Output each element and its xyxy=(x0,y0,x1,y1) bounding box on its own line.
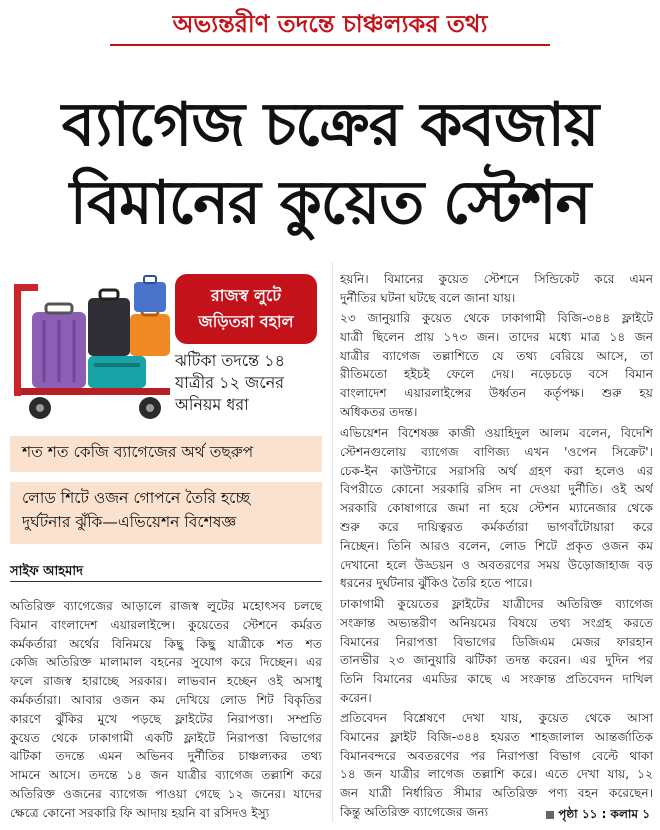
text-line: ধরনের দুর্ঘটনার ঝুঁকিও তৈরি হতে পারে। xyxy=(340,576,533,591)
subheadline-line-1: ঝটিকা তদন্তে ১৪ xyxy=(175,351,286,370)
text-line: বিপরীতে কোনো সরকারি রসিদ না দেওয়া দুর্নীতি। ওই অর্থ xyxy=(340,482,653,497)
blue-case xyxy=(134,282,166,312)
body-paragraph-right-5 xyxy=(340,709,653,822)
highlight-band-2 xyxy=(10,482,322,544)
body-paragraph-right-4 xyxy=(340,595,653,708)
byline-rule xyxy=(10,581,322,582)
text-line: কেজি অতিরিক্ত মালামাল বহনের সুযোগ করে দিচ্ছেন। এর xyxy=(10,655,322,670)
continuation-text: পৃষ্ঠা ১১ : কলাম ১ xyxy=(558,807,650,821)
body-paragraph-right-1 xyxy=(340,270,653,308)
byline: সাইফ আহমাদ xyxy=(10,564,83,579)
kicker-underline xyxy=(110,44,550,46)
text-line: শুরু করে দায়িত্বরত কর্মকর্তারা ভাগবাঁটোয়ারা করে xyxy=(340,519,653,534)
cart-handle xyxy=(14,288,21,396)
text-line: বিমান বাংলাদেশ এয়ারলাইন্সে। কুয়েতের স্টেশনে কর্মরত xyxy=(10,617,322,632)
text-line: ক্ষেত্রে কোনো সরকারি ফি আদায় হয়নি বা রসিদও ইস্যু xyxy=(10,805,270,820)
badge-line-1: রাজস্ব লুটে xyxy=(210,286,282,305)
text-line: কুয়েত থেকে ঢাকাগামী একটি ফ্লাইটে নিরাপত্তা বিভাগের xyxy=(10,730,322,745)
text-line: ২৩ জানুয়ারি কুয়েত থেকে ঢাকাগামী বিজি-৩৪৪ ফ্লাইটে xyxy=(340,311,653,325)
black-suitcase xyxy=(88,298,130,356)
continuation-note xyxy=(546,806,650,826)
column-separator xyxy=(332,262,333,822)
subheadline-line-2: যাত্রীর ১২ জনের xyxy=(175,373,285,392)
headline-line-1: ব্যাগেজ চক্রের কবজায় xyxy=(61,90,599,160)
text-line: অধিকতর তদন্ত। xyxy=(340,404,418,419)
body-paragraph-right-3 xyxy=(340,424,653,593)
kicker: অভ্যন্তরীণ তদন্তে চাঞ্চল্যকর তথ্য xyxy=(172,10,488,38)
text-line: বাংলাদেশ এয়ারলাইন্সের উর্ধ্বতন কর্তৃপক্ষ। শুরু হয় xyxy=(340,386,653,401)
text-line: জন যাত্রী নির্ধারিত সীমার অতিরিক্ত পণ্য বহন করেছেন। xyxy=(340,786,653,801)
subheadline xyxy=(175,350,322,416)
text-line: হয়নি। বিমানের কুয়েত স্টেশনে সিন্ডিকেট করে এমন xyxy=(340,272,653,286)
luggage-cart-illustration xyxy=(10,268,175,423)
subheadline-line-3: অনিয়ম ধরা xyxy=(175,395,249,414)
left-feature-block xyxy=(10,268,322,558)
text-line: রীতিমতো হইচই ফেলে দেয়। নড়েচড়ে বসে বিমান xyxy=(340,367,653,382)
text-line: কর্মকর্তারা অর্থের বিনিময়ে কিছু কিছু যাত্রীকে শত শত xyxy=(10,636,322,651)
text-line: এভিয়েশন বিশেষজ্ঞ কাজী ওয়াহিদুল আলম বলেন, বিদেশি xyxy=(340,426,653,440)
highlight-band-1 xyxy=(10,436,322,472)
highlight-2-line-1: লোড শিটে ওজন গোপনে তৈরি হচ্ছে xyxy=(22,489,251,507)
text-line: তিনি বিমানের এমডির কাছে এ সংক্রান্ত প্রতিবেদন দাখিল xyxy=(340,672,653,687)
text-line: কারণে ঝুঁকির মুখে পড়ছে ফ্লাইটের নিরাপত্তা। সম্প্রতি xyxy=(10,711,322,726)
text-line: বিমানবন্দরে অবতরণের পর নিরাপত্তা বিভাগ বেল্টে থাকা xyxy=(340,748,653,763)
text-line: সংক্রান্ত অভ্যন্তরীণ অনিয়মের বিষয়ে তথ্য সংগ্রহ করতে xyxy=(340,615,653,630)
cart-base xyxy=(20,388,170,395)
text-line: নিচ্ছেন। তিনি আরও বলেন, লোড শিটে প্রকৃত ওজন কম xyxy=(340,538,653,553)
text-line: ঝটিকা তদন্তে এমন অভিনব দুর্নীতির চাঞ্চল্যকর তথ্য xyxy=(10,749,322,764)
text-line: যাত্রীর ব্যাগেজ তল্লাশিতে যে তথ্য বেরিয়ে আসে, তা xyxy=(340,348,653,363)
text-line: দুর্নীতির ঘটনা ঘটছে বলে জানা যায়। xyxy=(340,290,516,305)
text-line: দেখানো হলে উড্ডয়ন ও অবতরণের সময় উড়োজাহাজ বড় xyxy=(340,557,653,572)
text-line: কর্মকর্তারা। আবার ওজন কম দেখিয়ে লোড শিট বিকৃতির xyxy=(10,692,322,707)
text-line: তানভীর ২৩ জানুয়ারি ঝটিকা তদন্ত করেন। এর দুদিন পর xyxy=(340,653,653,668)
text-line: ঢাকাগামী কুয়েতের ফ্লাইটের যাত্রীদের অতিরিক্ত ব্যাগেজ xyxy=(340,597,653,611)
highlight-1-text: শত শত কেজি ব্যাগেজের অর্থ তছরুপ xyxy=(22,443,254,461)
text-line: অতিরিক্ত ব্যাগেজের আড়ালে রাজস্ব লুটের মহোৎসব চলছে xyxy=(10,599,322,613)
teal-bag xyxy=(88,356,146,388)
text-line: অতিরিক্ত ওজনের ব্যাগেজ পাওয়া গেছে ১২ জনের। যাদের xyxy=(10,786,322,801)
body-paragraph-right-2 xyxy=(340,309,653,422)
text-line: সরকারি কোষাগারে জমা না হয়ে স্টেশন ম্যানেজার থেকে xyxy=(340,501,653,516)
headline-line-2: বিমানের কুয়েত স্টেশন xyxy=(69,168,591,238)
text-line: প্রতিবেদন বিশ্লেষণে দেখা যায়, কুয়েত থেকে আসা xyxy=(340,711,653,725)
text-line: সামনে আসে। তদন্তে ১৪ জন যাত্রীর ব্যাগেজ তল্লাশি করে xyxy=(10,768,322,783)
text-line: স্টেশনগুলোয় ব্যাগেজ বাণিজ্য এখন 'ওপেন সিক্রেট'। xyxy=(340,444,653,459)
text-line: বিমানের নিরাপত্তা বিভাগের ডিজিএম মেজর ফারহান xyxy=(340,634,653,649)
text-line: করেন। xyxy=(340,690,372,705)
body-paragraph-left xyxy=(10,597,322,823)
text-line: কিন্তু অতিরিক্ত ব্যাগেজের জন্য xyxy=(340,804,489,819)
text-line: যাত্রী ছিলেন প্রায় ১৭৩ জন। তাদের মধ্যে মাত্র ১৪ জন xyxy=(340,329,653,344)
highlight-2-line-2: দুর্ঘটনার ঝুঁকি—এভিয়েশন বিশেষজ্ঞ xyxy=(22,513,237,531)
text-line: ১৪ জন যাত্রীর লাগেজ তল্লাশি করে। এতে দেখা যায়, ১২ xyxy=(340,767,653,782)
text-line: বিমানের ফ্লাইট বিজি-৩৪৪ হযরত শাহজালাল আন্তর্জাতিক xyxy=(340,729,653,744)
text-line: ফলে রাজস্ব হারাচ্ছে সরকার। লাভবান হচ্ছেন ওই অসাধু xyxy=(10,674,322,689)
badge-line-2: জড়িতরা বহাল xyxy=(198,312,294,331)
text-line: চেক-ইন কাউন্টারে সরাসরি অর্থ গ্রহণ করা হলেও এর xyxy=(340,463,653,478)
highlight-badge xyxy=(175,274,317,344)
square-bullet-icon xyxy=(546,811,554,819)
orange-bag xyxy=(130,314,170,356)
